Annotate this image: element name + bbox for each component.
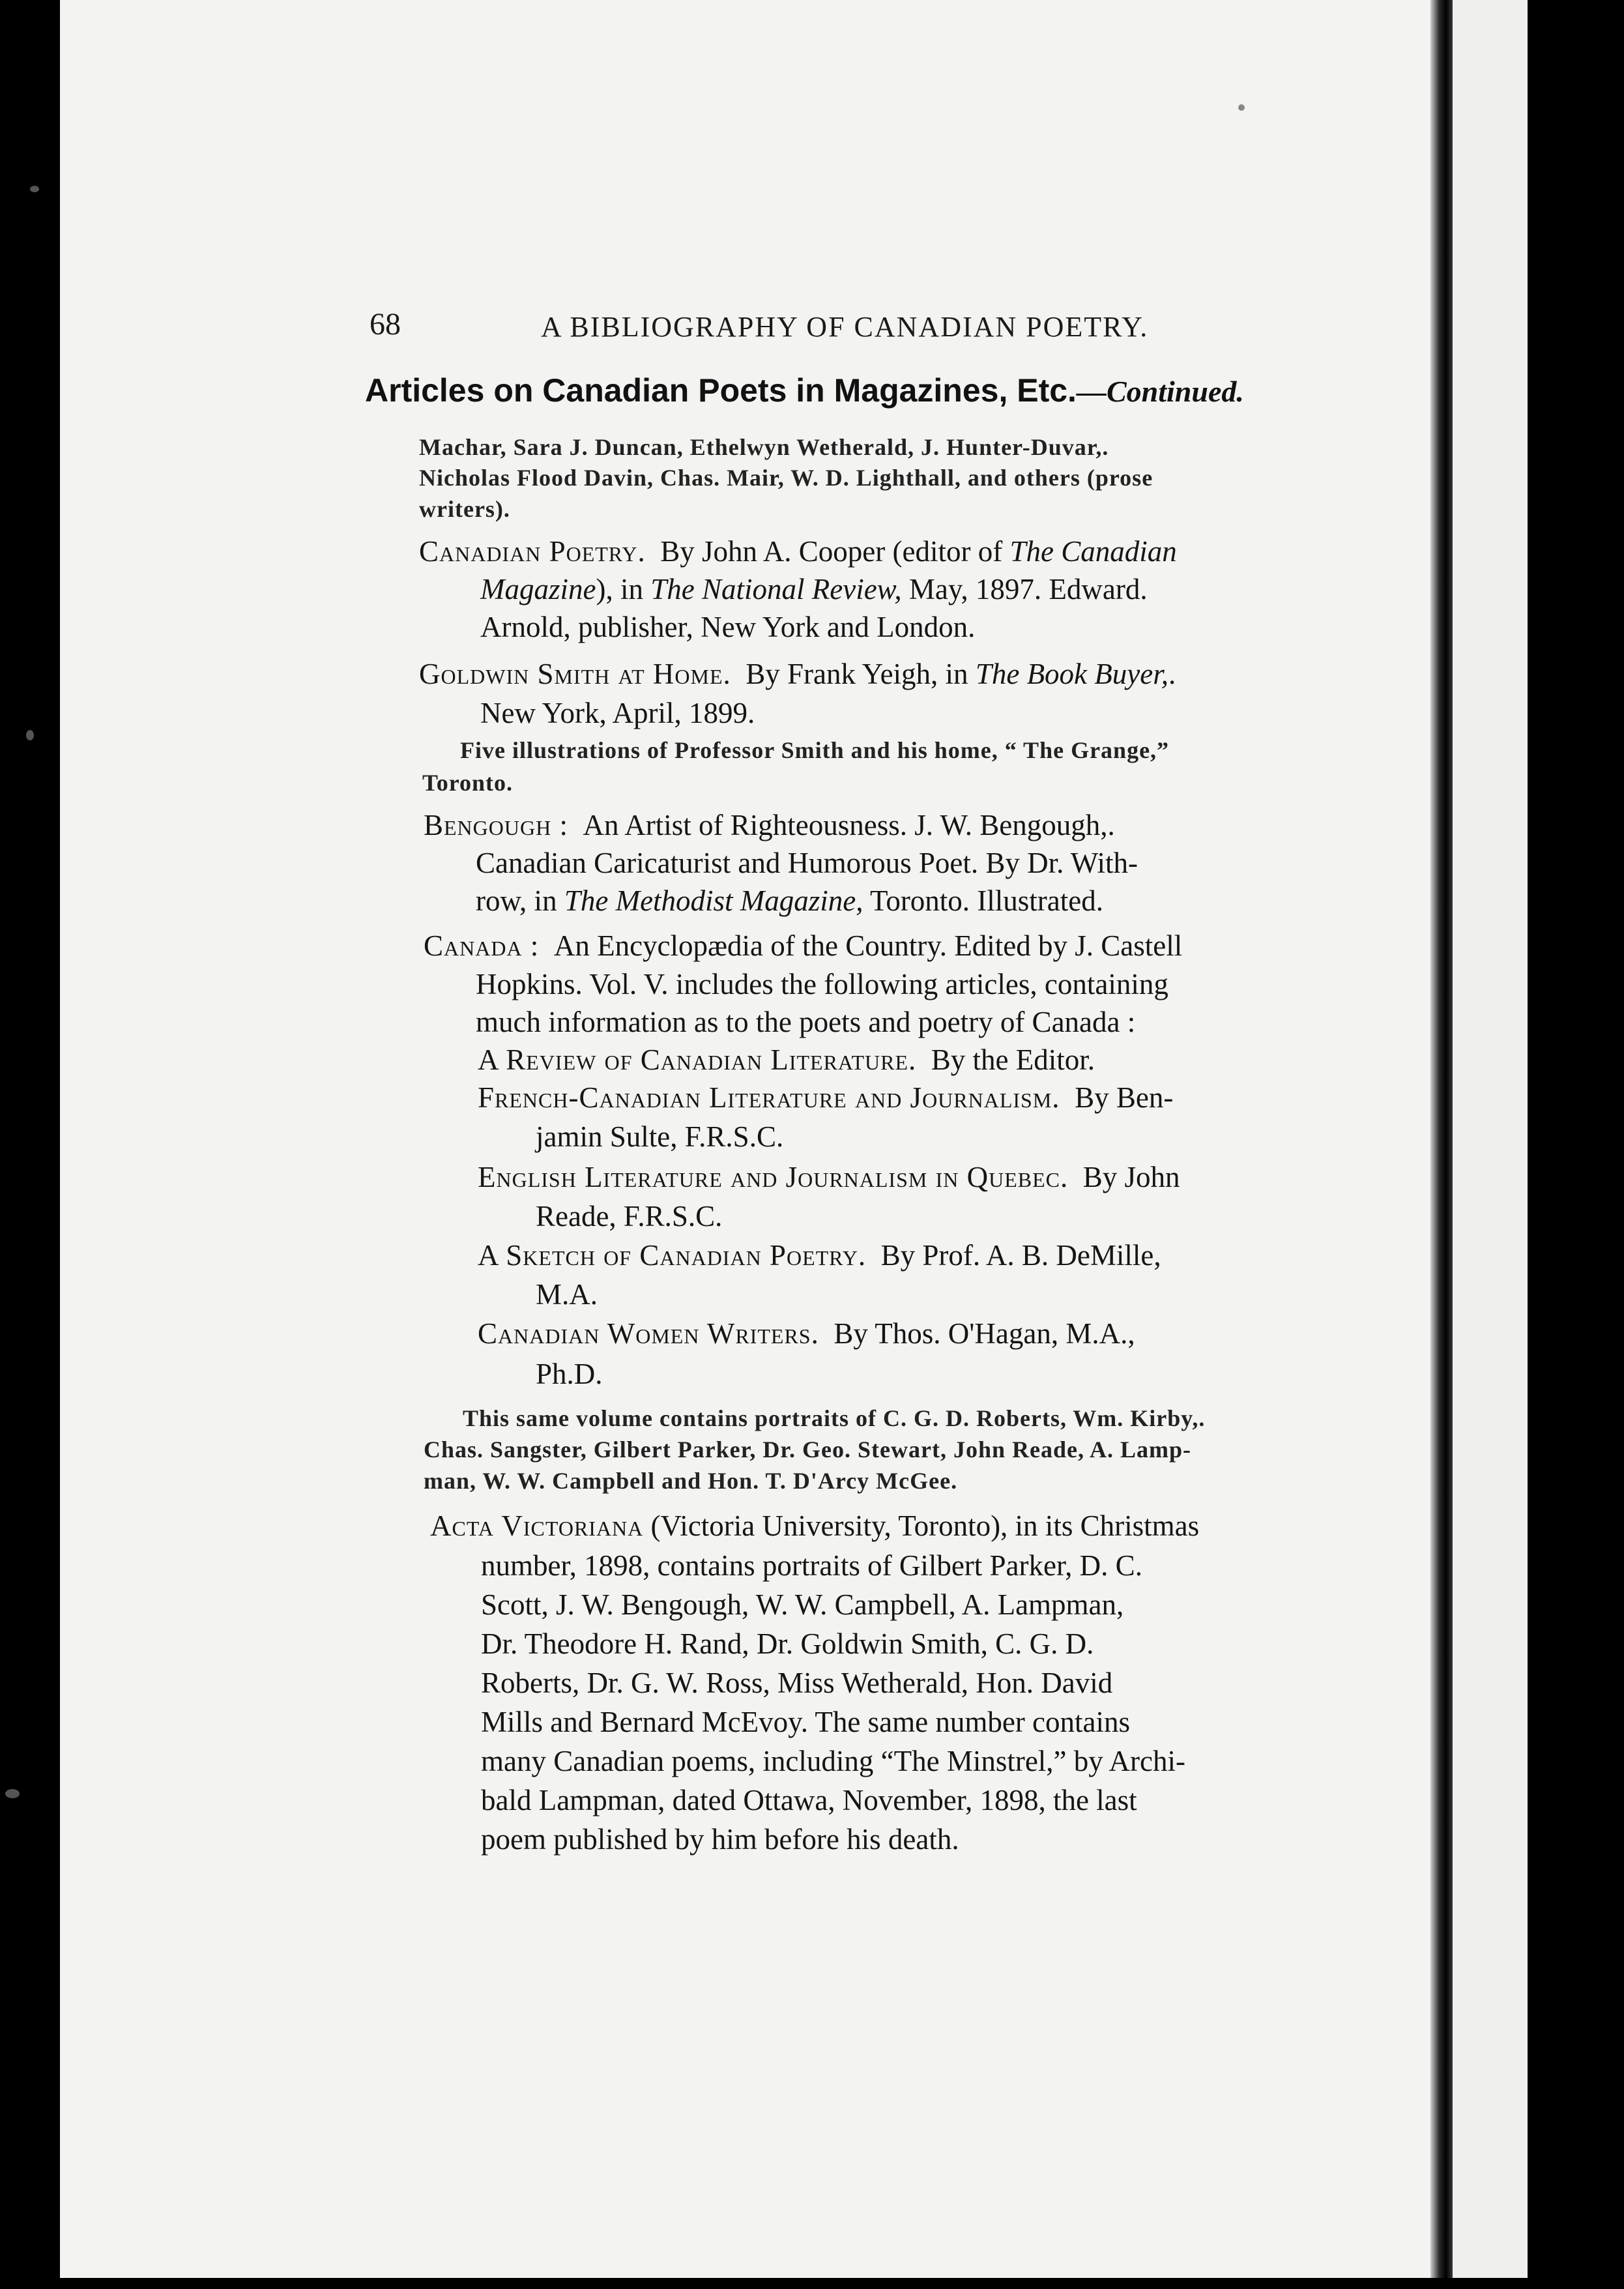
entry-bengough-line2: Canadian Caricaturist and Humorous Poet. By Dr. With-: [476, 847, 1138, 879]
page-number: 68: [370, 307, 401, 342]
entry-acta-line: Dr. Theodore H. Rand, Dr. Goldwin Smith, C. G. D.: [481, 1627, 1094, 1660]
article-item: A Sketch of Canadian Poetry. By Prof. A. B. DeMille,: [478, 1239, 1161, 1272]
entry-canada-line2: Hopkins. Vol. V. includes the following articles, containing: [476, 968, 1168, 1000]
scan-speck: [5, 1789, 20, 1798]
entry-acta-line: poem published by him before his death.: [481, 1823, 959, 1856]
entry-acta-line: bald Lampman, dated Ottawa, November, 1898, the last: [481, 1784, 1137, 1816]
article-item: English Literature and Journalism in Quebec. By John: [478, 1161, 1180, 1193]
entry-goldwin-smith-note: Five illustrations of Professor Smith and his home, “ The Grange,”: [460, 737, 1170, 763]
entry-bengough-line1: Bengough : An Artist of Righteousness. J. W. Bengough,.: [424, 809, 1115, 841]
entry-heading: Bengough :: [424, 809, 568, 841]
entry-goldwin-smith-line2: New York, April, 1899.: [480, 697, 755, 729]
entry-canadian-poetry-line3: Arnold, publisher, New York and London.: [480, 611, 976, 643]
entry-acta-line: Scott, J. W. Bengough, W. W. Campbell, A. Lampman,: [481, 1588, 1124, 1621]
entry-heading: Acta Victoriana: [430, 1509, 644, 1542]
intro-note-line: writers).: [419, 496, 510, 522]
intro-note-line: Machar, Sara J. Duncan, Ethelwyn Wetherald, J. Hunter-Duvar,.: [419, 434, 1109, 460]
adjacent-page-edge: [1453, 0, 1528, 2278]
section-title: Articles on Canadian Poets in Magazines, Etc.—Continued.: [365, 372, 1244, 409]
entry-acta-line: Mills and Bernard McEvoy. The same number contains: [481, 1706, 1131, 1738]
entry-canada-line3: much information as to the poets and poetry of Canada :: [476, 1006, 1136, 1038]
intro-note-line: Nicholas Flood Davin, Chas. Mair, W. D. Lighthall, and others (prose: [419, 465, 1153, 491]
entry-heading: Goldwin Smith at Home.: [419, 658, 731, 690]
article-item-cont: jamin Sulte, F.R.S.C.: [536, 1120, 784, 1153]
article-item-cont: M.A.: [536, 1278, 598, 1311]
entry-acta-line1: Acta Victoriana (Victoria University, Toronto), in its Christmas: [430, 1509, 1200, 1542]
article-item: Canadian Women Writers. By Thos. O'Hagan, M.A.,: [478, 1317, 1135, 1350]
entry-acta-line: Roberts, Dr. G. W. Ross, Miss Wetherald, Hon. David: [481, 1667, 1113, 1699]
entry-bengough-line3: row, in The Methodist Magazine, Toronto. Illustrated.: [476, 884, 1103, 917]
entry-heading: Canada :: [424, 929, 540, 962]
entry-canada-line1: Canada : An Encyclopædia of the Country. Edited by J. Castell: [424, 929, 1183, 962]
article-item: French-Canadian Literature and Journalism. By Ben-: [478, 1081, 1174, 1114]
binding-gutter: [1430, 0, 1453, 2278]
scan-speck: [1238, 104, 1245, 111]
running-title: A BIBLIOGRAPHY OF CANADIAN POETRY.: [541, 311, 1149, 343]
scan-speck: [26, 730, 34, 740]
entry-acta-line: many Canadian poems, including “The Minstrel,” by Archi-: [481, 1745, 1185, 1777]
article-item-cont: Ph.D.: [536, 1358, 603, 1390]
scan-speck: [30, 186, 39, 192]
entry-canada-note: This same volume contains portraits of C. G. D. Roberts, Wm. Kirby,.: [463, 1405, 1206, 1431]
article-item-cont: Reade, F.R.S.C.: [536, 1200, 723, 1232]
entry-heading: Canadian Poetry.: [419, 535, 646, 568]
entry-canadian-poetry-line1: Canadian Poetry. By John A. Cooper (editor of The Canadian: [419, 535, 1177, 568]
continued-label: —Continued.: [1076, 375, 1244, 408]
entry-canadian-poetry-line2: Magazine), in The National Review, May, 1897. Edward.: [480, 573, 1148, 605]
entry-acta-line: number, 1898, contains portraits of Gilbert Parker, D. C.: [481, 1549, 1142, 1582]
entry-goldwin-smith-line1: Goldwin Smith at Home. By Frank Yeigh, in The Book Buyer,.: [419, 658, 1176, 690]
article-item: A Review of Canadian Literature. By the Editor.: [478, 1043, 1095, 1076]
entry-goldwin-smith-note: Toronto.: [422, 770, 514, 796]
entry-canada-note: man, W. W. Campbell and Hon. T. D'Arcy McGee.: [424, 1468, 958, 1494]
entry-canada-note: Chas. Sangster, Gilbert Parker, Dr. Geo. Stewart, John Reade, A. Lamp-: [424, 1436, 1191, 1463]
